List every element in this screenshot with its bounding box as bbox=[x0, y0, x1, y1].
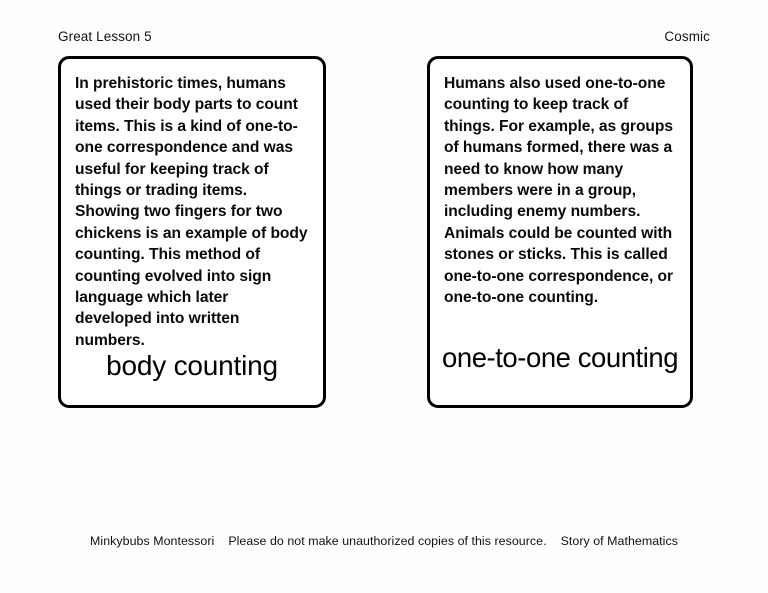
card-title: one-to-one counting bbox=[442, 342, 679, 374]
page-header bbox=[58, 30, 710, 50]
vocabulary-card-one-to-one-counting bbox=[427, 56, 693, 408]
card-body-text: Humans also used one-to-one counting to keep track of things. For example, as groups of humans formed, there was a need to know how many members were in a group, including enemy numbers. Animals could be counted with stones or sticks. This is called one-to-one correspondence, or one-to-one counting. bbox=[444, 75, 674, 307]
card-spacer bbox=[442, 308, 678, 344]
card-title: body counting bbox=[106, 350, 278, 382]
footer-publisher: Minkybubs Montessori bbox=[90, 534, 215, 548]
card-container bbox=[58, 56, 710, 410]
card-body-text: In prehistoric times, humans used their body parts to count items. This is a kind of one-to-one correspondence and was useful for keeping track of things or trading items. Showing two fingers for two chickens is an example of body counting. This method of counting evolved into sign language which later developed into written numbers. bbox=[75, 75, 308, 349]
category-label: Cosmic bbox=[664, 29, 710, 44]
vocabulary-card-body-counting bbox=[58, 56, 326, 408]
footer-series: Story of Mathematics bbox=[560, 534, 678, 548]
footer-copyright-notice: Please do not make unauthorized copies of this resource. bbox=[228, 534, 547, 548]
page-footer bbox=[0, 534, 768, 548]
lesson-label: Great Lesson 5 bbox=[58, 29, 152, 44]
